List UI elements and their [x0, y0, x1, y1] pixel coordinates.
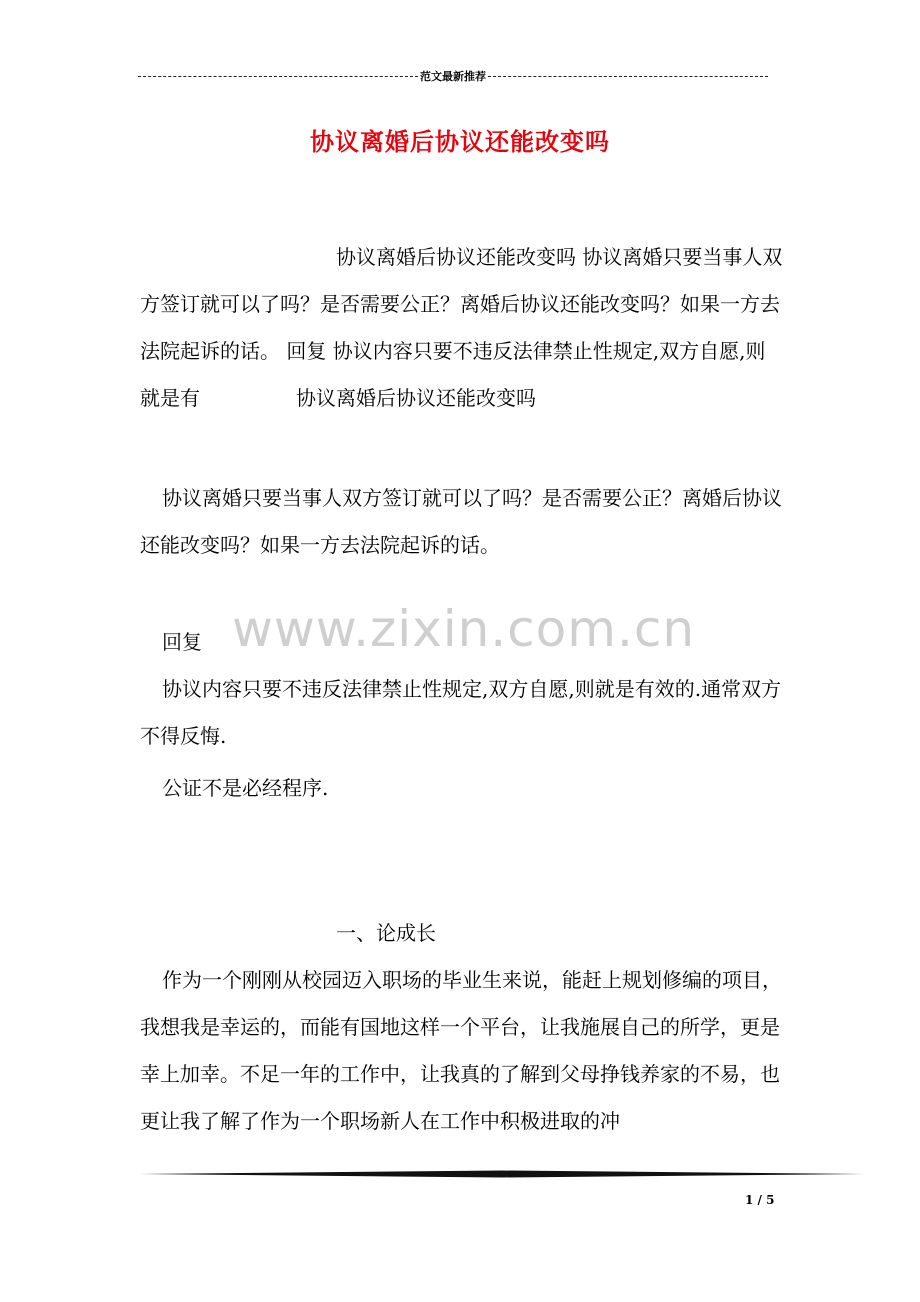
section-heading: 一、论成长	[336, 921, 436, 945]
paragraph-reply-content: 协议内容只要不违反法律禁止性规定,双方自愿,则就是有效的.通常双方不得反悔.	[140, 677, 782, 748]
paragraph-intro-text: 协议离婚后协议还能改变吗 协议离婚只要当事人双方签订就可以了吗？是否需要公正？离婚后协议还能改变吗？如果一方去法院起诉的话。 回复 协议内容只要不违反法律禁止性规定,双方自愿,则就是有	[140, 245, 783, 410]
paragraph-growth: 作为一个刚刚从校园迈入职场的毕业生来说，能赶上规划修编的项目，我想我是幸运的，而能有国地这样一个平台，让我施展自己的所学，更是幸上加幸。不足一年的工作中，让我真的了解到父母挣钱养家的不易，也更让我了解了作为一个职场新人在工作中积极进取的冲	[140, 968, 782, 1133]
paragraph-intro-repeat-title: 协议离婚后协议还能改变吗	[296, 386, 536, 410]
document-title: 协议离婚后协议还能改变吗	[310, 127, 610, 156]
header-dash-right	[488, 76, 768, 77]
header-text: 范文最新推荐	[420, 70, 486, 83]
page-number: 1 / 5	[745, 1193, 775, 1207]
footer-rule	[140, 1170, 864, 1178]
paragraph-notary: 公证不是必经程序.	[162, 776, 329, 800]
page-header	[138, 68, 768, 84]
watermark: www.zixin.com.cn	[232, 600, 696, 658]
header-dash-left	[138, 76, 418, 77]
paragraph-reply-label: 回复	[162, 630, 202, 654]
paragraph-intro	[140, 234, 785, 422]
paragraph-question: 协议离婚只要当事人双方签订就可以了吗？是否需要公正？离婚后协议还能改变吗？如果一方去法院起诉的话。	[140, 486, 782, 557]
